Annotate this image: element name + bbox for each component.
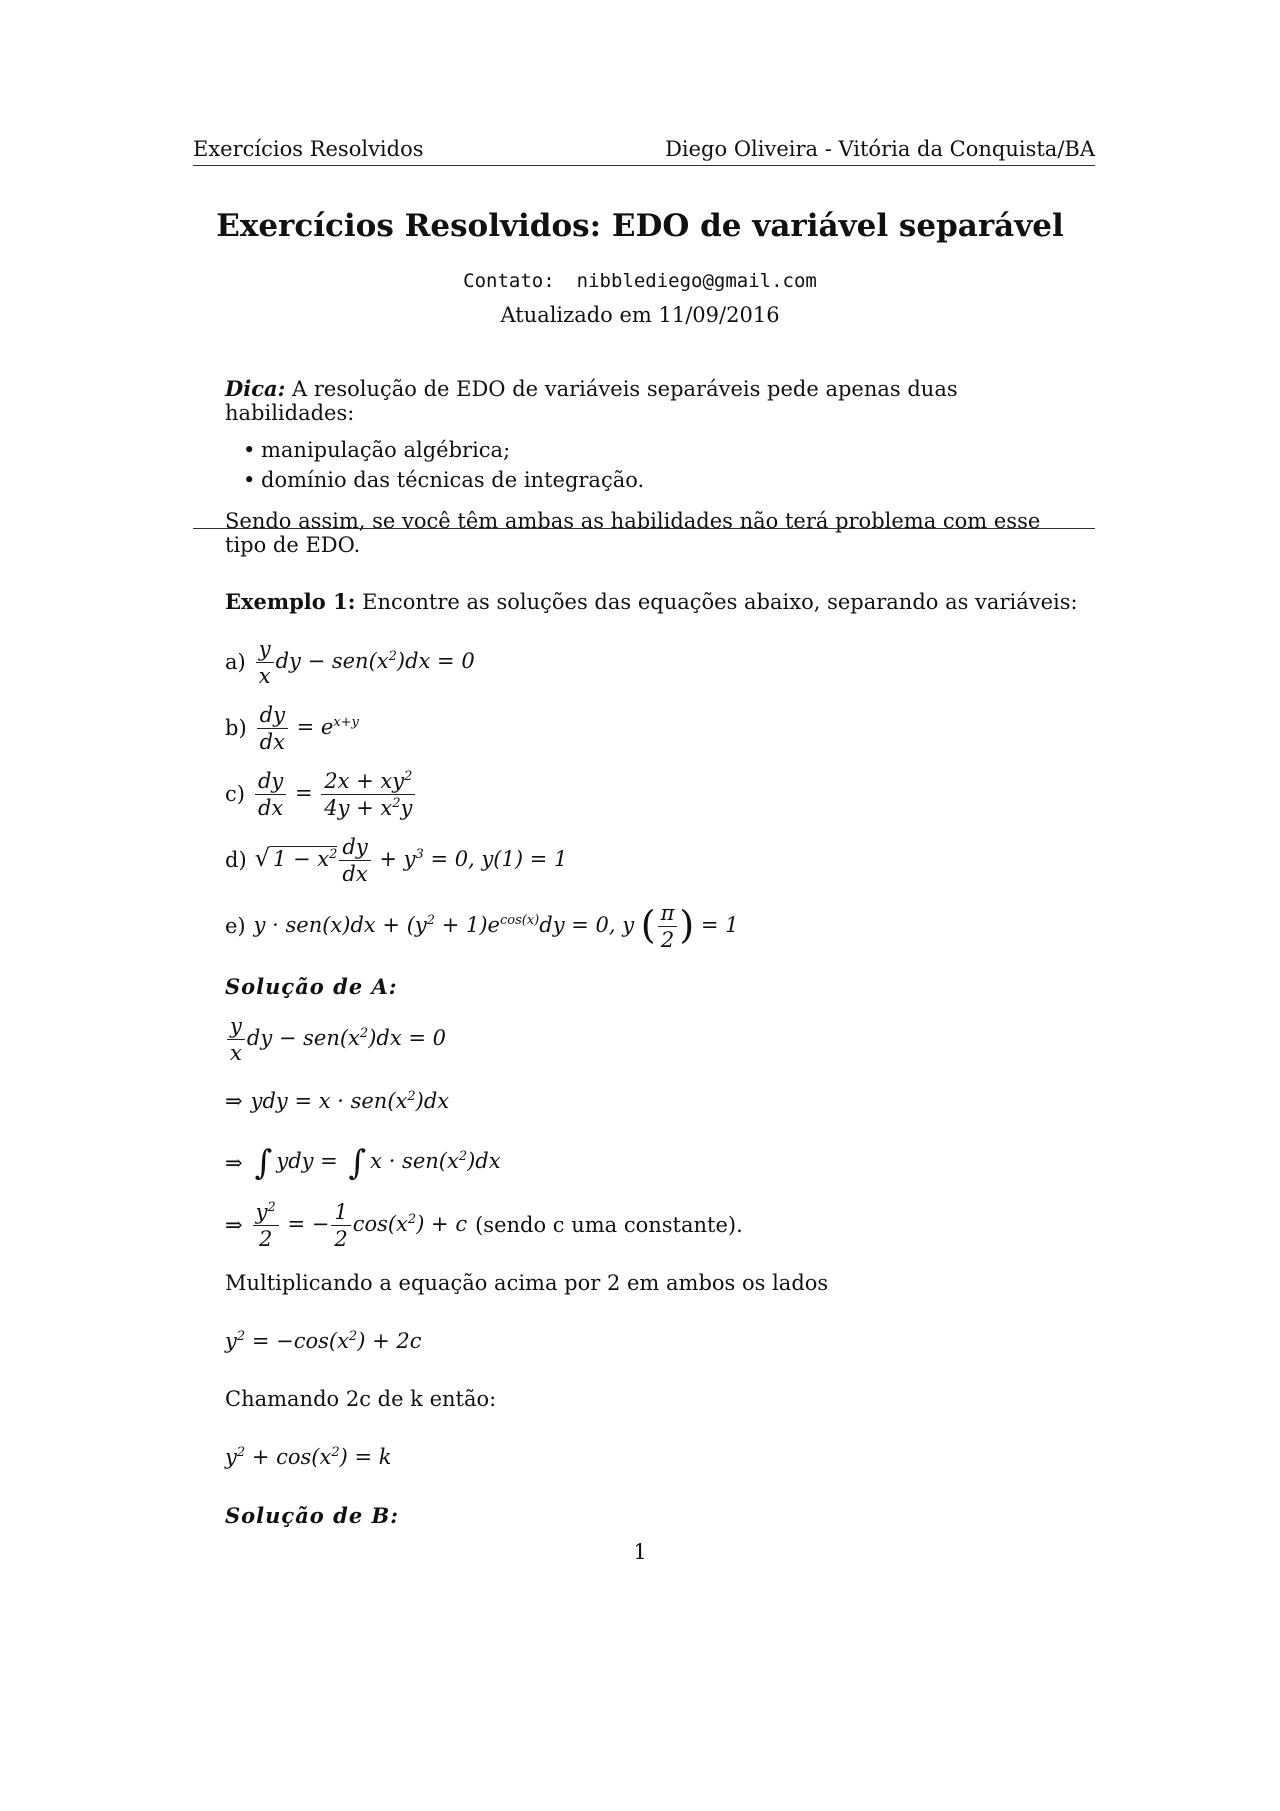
item-label: c): [225, 782, 245, 806]
equation-d: [225, 830, 1085, 890]
tip-intro: [225, 376, 1085, 425]
contact-label: Contato:: [463, 270, 555, 292]
main-content: [225, 588, 1085, 1540]
page-number: 1: [633, 1540, 647, 1564]
solution-b-title: Solução de B:: [225, 1503, 399, 1528]
equation-b-body: $\frac{dy}{dx}$ = $e^{x+y}$: [255, 702, 359, 755]
equation-c-body: $\frac{dy}{dx}$ = $\frac{2x + xy^2}{4y + x^2y}$: [253, 768, 417, 821]
equation-e: [225, 896, 1085, 956]
contact-line: [0, 270, 1280, 292]
tip-text: A resolução de EDO de variáveis separáveis pede apenas duas habilidades:: [225, 377, 958, 425]
solution-a-step: $y^2 + \cos(x^2) = k$: [225, 1445, 392, 1469]
header-right: Diego Oliveira - Vitória da Conquista/BA: [665, 137, 1095, 161]
equation-b: [225, 698, 1085, 758]
example-text: Encontre as soluções das equações abaixo, separando as variáveis:: [362, 590, 1078, 614]
solution-a-step: ⇒ ydy = $x \cdot sen(x^2)dx$: [225, 1089, 450, 1113]
example-intro: [225, 588, 1085, 616]
document-title: Exercícios Resolvidos: EDO de variável separável: [216, 208, 1064, 244]
tip-bullet: • domínio das técnicas de integração.: [261, 465, 1085, 495]
tip-bullet: • manipulação algébrica;: [261, 435, 1085, 465]
tip-bullets: [225, 435, 1085, 495]
item-label: e): [225, 914, 246, 938]
item-label: b): [225, 716, 247, 740]
tip-label: Dica:: [225, 376, 286, 401]
solution-a-step: $\frac{y}{x}$ dy − $sen(x^2)dx = 0$: [225, 1011, 1085, 1067]
tip-box: [225, 376, 1085, 557]
equation-d-body: √ $1 - x^2$ $\frac{dy}{dx}$ + $y^3 = 0$, y(1) = 1: [254, 834, 568, 886]
running-header: [193, 137, 1095, 166]
equation-c: [225, 764, 1085, 824]
header-left: Exercícios Resolvidos: [193, 137, 424, 161]
solution-a-calling-text: Chamando 2c de k então:: [225, 1387, 497, 1411]
equation-e-body: $y \cdot sen(x)dx + (y^2 + 1)e^{cos(x)}dy = 0$, y ( $\frac{\pi}{2}$ ) = 1: [253, 900, 739, 952]
contact-email[interactable]: nibblediego@gmail.com: [576, 270, 817, 292]
constant-note: (sendo c uma constante).: [475, 1213, 743, 1237]
divider: [193, 528, 1095, 529]
solution-a-step: ⇒ $\frac{y^2}{2}$ = − $\frac{1}{2}$ $\cos(x^2) + c$ (sendo c uma constante).: [225, 1199, 743, 1251]
solution-a-title: Solução de A:: [225, 974, 398, 999]
tip-conclusion: Sendo assim, se você têm ambas as habilidades não terá problema com esse tipo de EDO.: [225, 509, 1041, 557]
updated-date: Atualizado em 11/09/2016: [500, 303, 780, 327]
example-label: Exemplo 1:: [225, 589, 356, 614]
equation-a: [225, 632, 1085, 692]
solution-a-step: ⇒ ∫ ydy = ∫ $x \cdot sen(x^2)dx$: [225, 1143, 501, 1183]
equation-a-body: $\frac{y}{x}$ dy − $sen(x^2)dx = 0$: [254, 636, 475, 689]
solution-a-mult-text: Multiplicando a equação acima por 2 em ambos os lados: [225, 1271, 829, 1295]
item-label: a): [225, 650, 246, 674]
solution-a-step: $y^2 = -\cos(x^2) + 2c$: [225, 1329, 422, 1353]
item-label: d): [225, 848, 247, 872]
